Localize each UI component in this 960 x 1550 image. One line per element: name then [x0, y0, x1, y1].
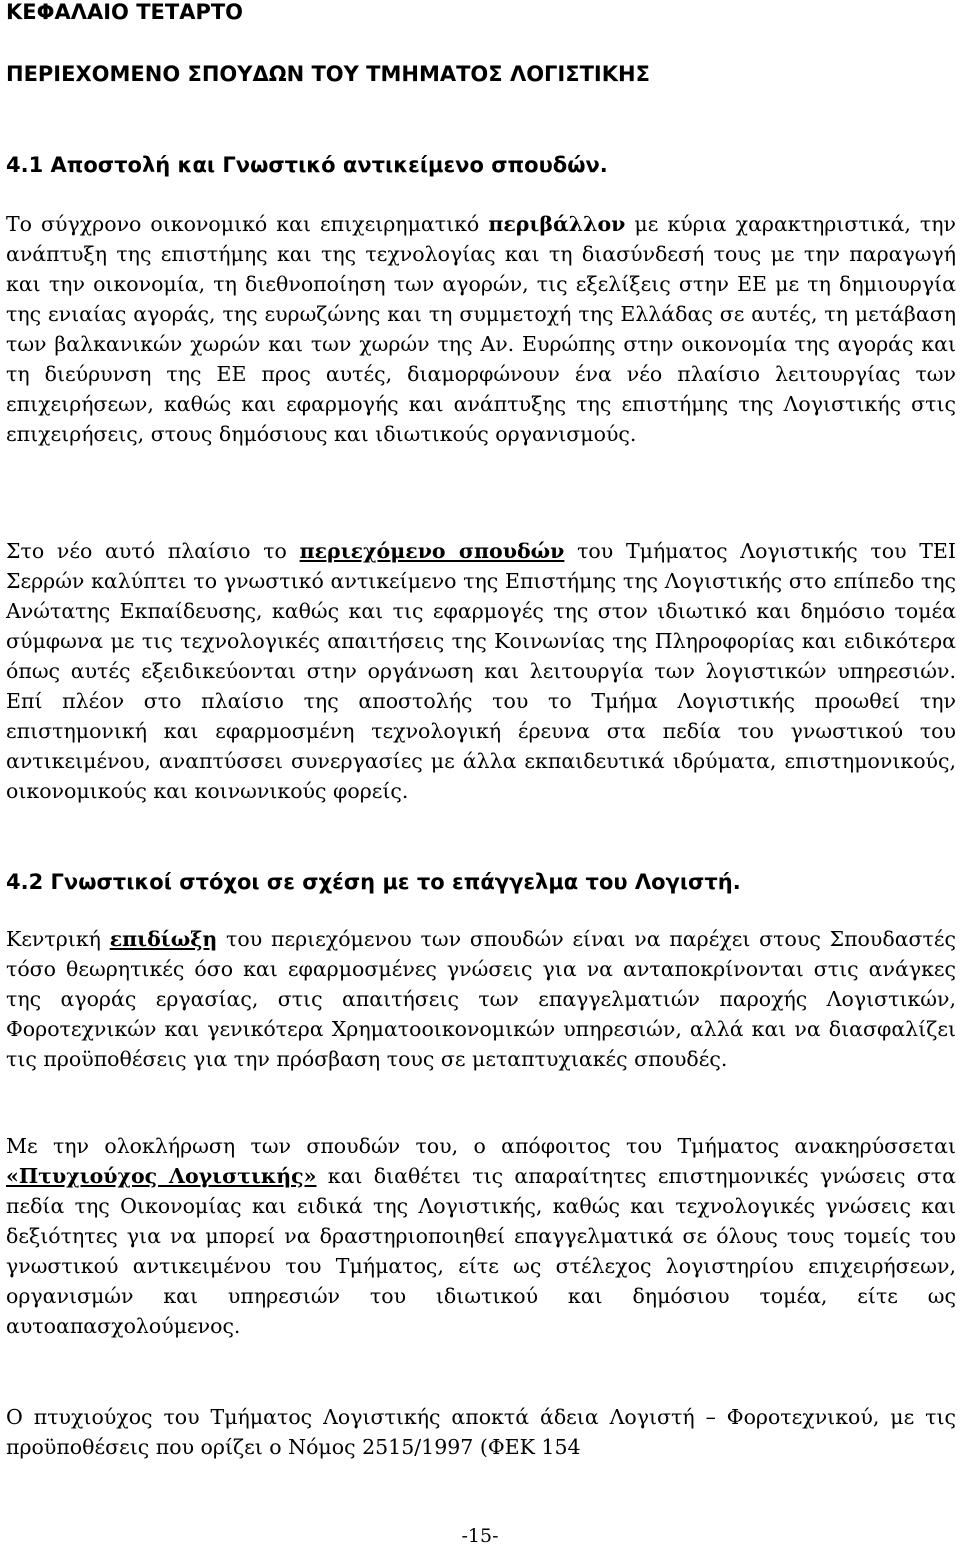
paragraph-text: του Τμήματος Λογιστικής του ΤΕΙ Σερρών καλύπτει το γνωστικό αντικείμενο της Επιστήμης της Λογιστικής στο επίπεδο της Ανώτατης Εκπαίδευσης, καθώς και τις εφαρμογές της στον ιδιωτικό και δημόσιο τομέα σύμφωνα με τις τεχνολογικές απαιτήσεις της Κοινωνίας της Πληροφορίας και ειδικότερα όπως αυτές εξειδικεύονται στην οργάνωση και λειτουργία των λογιστικών υπηρεσιών. Επί πλέον στο πλαίσιο της αποστολής του το Τμήμα Λογιστικής προωθεί την επιστημονική και εφαρμοσμένη τεχνολογική έρευνα στα πεδία του γνωστικού του αντικειμένου, αναπτύσσει συνεργασίες με άλλα εκπαιδευτικά ιδρύματα, επιστημονικούς, οικονομικούς και κοινωνικούς φορείς. [6, 539, 956, 803]
chapter-title: ΚΕΦΑΛΑΙΟ ΤΕΤΑΡΤΟ [6, 0, 244, 24]
section-heading-4-2: 4.2 Γνωστικοί στόχοι σε σχέση με το επάγγελμα του Λογιστή. [6, 870, 741, 894]
page-number: -15- [461, 1525, 499, 1547]
paragraph-text: Στο νέο αυτό πλαίσιο το [6, 539, 300, 563]
emphasis-text: περιεχόμενο σπουδών [299, 539, 565, 563]
emphasis-text: επιδίωξη [109, 927, 218, 951]
paragraph-license: Ο πτυχιούχος του Τμήματος Λογιστικής αποκτά άδεια Λογιστή – Φοροτεχνικού, με τις προϋποθέσεις που ορίζει ο Νόμος 2515/1997 (ΦΕΚ 154 [6, 1405, 956, 1459]
paragraph-text: Με την ολοκλήρωση των σπουδών του, ο απόφοιτος του Τμήματος ανακηρύσσεται [6, 1134, 956, 1158]
paragraph-environment [6, 209, 956, 449]
paragraph-text: και διαθέτει τις απαραίτητες επιστημονικές γνώσεις στα πεδία της Οικονομίας και ειδικά της Λογιστικής, καθώς και τεχνολογικές γνώσεις και δεξιότητες για να μπορεί να δραστηριοποιηθεί επαγγελματικά σε όλους τους τομείς του γνωστικού αντικειμένου του Τμήματος, είτε ως στέλεχος λογιστηρίου επιχειρήσεων, οργανισμών και υπηρεσιών του ιδιωτικού και δημόσιου τομέα, είτε ως αυτοαπασχολούμενος. [6, 1164, 956, 1338]
emphasis-text: «Πτυχιούχος Λογιστικής» [6, 1164, 317, 1188]
section-heading-4-1: 4.1 Αποστολή και Γνωστικό αντικείμενο σπουδών. [6, 153, 608, 177]
paragraph-study-content [6, 536, 956, 806]
emphasis-text: περιβάλλον [488, 212, 626, 236]
paragraph-main-goal [6, 924, 956, 1074]
paragraph-text: Το σύγχρονο οικονομικό και επιχειρηματικό [6, 212, 489, 236]
paragraph-text: Κεντρική [6, 927, 110, 951]
paragraph-graduate [6, 1131, 956, 1341]
chapter-subtitle: ΠΕΡΙΕΧΟΜΕΝΟ ΣΠΟΥΔΩΝ ΤΟΥ ΤΜΗΜΑΤΟΣ ΛΟΓΙΣΤΙΚΗΣ [6, 62, 650, 86]
paragraph-text: με κύρια χαρακτηριστικά, την ανάπτυξη της επιστήμης και της τεχνολογίας και τη διασύνδεσή τους με την παραγωγή και την οικονομία, τη διεθνοποίηση των αγορών, τις εξελίξεις στην ΕΕ με τη δημιουργία της ενιαίας αγοράς, της ευρωζώνης και τη συμμετοχή της Ελλάδας σε αυτές, τη μετάβαση των βαλκανικών χωρών και των χωρών της Αν. Ευρώπης στην οικονομία της αγοράς και τη διεύρυνση της ΕΕ προς αυτές, διαμορφώνουν ένα νέο πλαίσιο λειτουργίας των επιχειρήσεων, καθώς και εφαρμογής και ανάπτυξης της επιστήμης της Λογιστικής στις επιχειρήσεις, στους δημόσιους και ιδιωτικούς οργανισμούς. [6, 212, 956, 446]
paragraph-text: του περιεχόμενου των σπουδών είναι να παρέχει στους Σπουδαστές τόσο θεωρητικές όσο και εφαρμοσμένες γνώσεις για να ανταποκρίνονται στις ανάγκες της αγοράς εργασίας, στις απαιτήσεις των επαγγελματιών παροχής Λογιστικών, Φοροτεχνικών και γενικότερα Χρηματοοικονομικών υπηρεσιών, αλλά και να διασφαλίζει τις προϋποθέσεις για την πρόσβαση τους σε μεταπτυχιακές σπουδές. [6, 927, 956, 1071]
